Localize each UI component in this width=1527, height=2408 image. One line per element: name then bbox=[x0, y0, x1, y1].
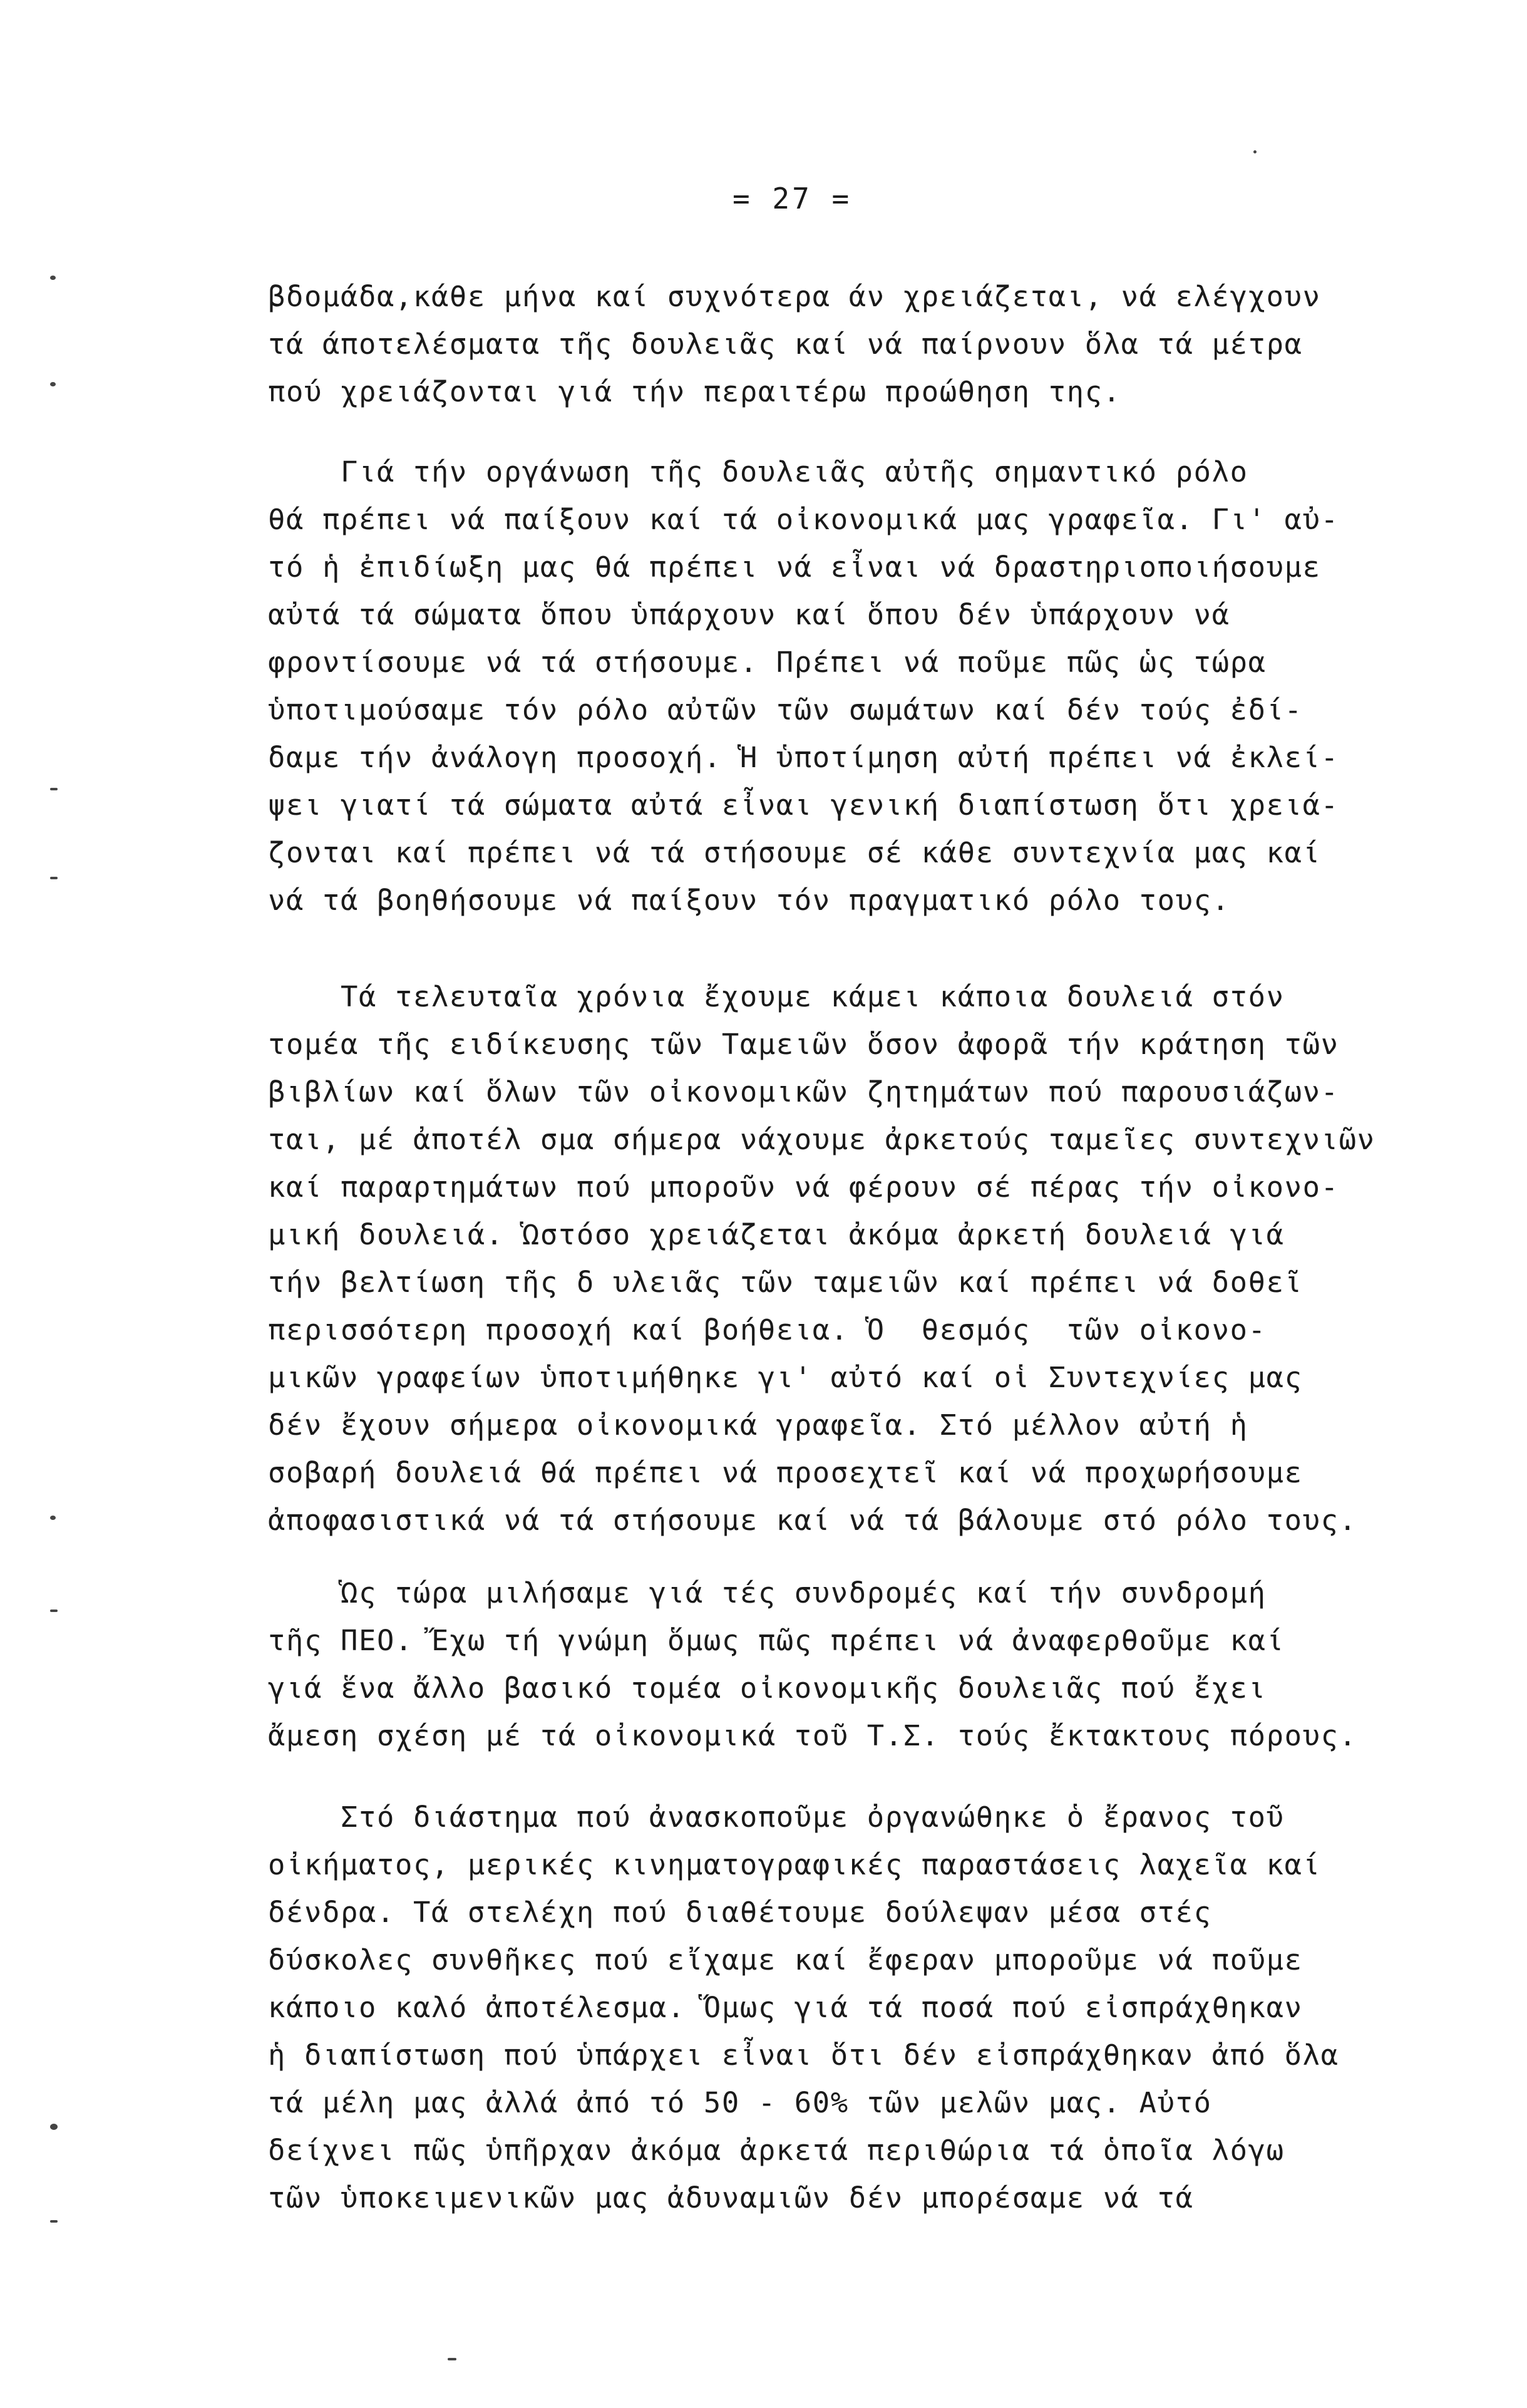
text-line: Στό διάστημα πού ἀνασκοποῦμε ὀργανώθηκε ὁ ἔρανος τοῦ bbox=[268, 1801, 1285, 1834]
text-line: δέν ἔχουν σήμερα οἰκονομικά γραφεῖα. Στό μέλλον αὐτή ἡ bbox=[268, 1408, 1248, 1442]
paragraph bbox=[268, 1794, 1339, 2222]
text-line: τήν βελτίωση τῆς δ υλειᾶς τῶν ταμειῶν καί πρέπει νά δοθεῖ bbox=[268, 1266, 1303, 1299]
text-line: ὑποτιμούσαμε τόν ρόλο αὐτῶν τῶν σωμάτων καί δέν τούς ἐδί- bbox=[268, 693, 1303, 726]
paragraph bbox=[268, 273, 1321, 416]
text-line: ἡ διαπίστωση πού ὑπάρχει εἶναι ὅτι δέν εἰσπράχθηκαν ἀπό ὅλα bbox=[268, 2039, 1339, 2072]
text-line: δαμε τήν ἀνάλογη προσοχή. Ἡ ὑποτίμηση αὐτή πρέπει νά ἐκλεί- bbox=[268, 741, 1339, 774]
scan-speck bbox=[50, 788, 58, 790]
text-line: Ὡς τώρα μιλήσαμε γιά τές συνδρομές καί τήν συνδρομή bbox=[268, 1576, 1267, 1610]
paragraph bbox=[268, 973, 1375, 1544]
text-line: τά μέλη μας ἀλλά ἀπό τό 50 - 60% τῶν μελῶν μας. Αὐτό bbox=[268, 2086, 1212, 2119]
text-line: γιά ἕνα ἄλλο βασικό τομέα οἰκονομικῆς δουλειᾶς πού ἔχει bbox=[268, 1672, 1267, 1705]
scan-speck bbox=[50, 1610, 58, 1612]
scan-speck bbox=[1253, 150, 1257, 153]
text-line: ψει γιατί τά σώματα αὐτά εἶναι γενική διαπίστωση ὅτι χρειά- bbox=[268, 788, 1339, 822]
scan-speck bbox=[50, 276, 56, 280]
text-line: νά τά βοηθήσουμε νά παίξουν τόν πραγματικό ρόλο τους. bbox=[268, 884, 1230, 917]
text-line: βδομάδα,κάθε μήνα καί συχνότερα άν χρειάζεται, νά ελέγχουν bbox=[268, 280, 1321, 313]
text-line: βιβλίων καί ὅλων τῶν οἰκονομικῶν ζητημάτων πού παρουσιάζων- bbox=[268, 1075, 1339, 1108]
text-line: δείχνει πῶς ὑπῆρχαν ἀκόμα ἀρκετά περιθώρια τά ὁποῖα λόγω bbox=[268, 2134, 1285, 2167]
text-line: δύσκολες συνθῆκες πού εἴχαμε καί ἔφεραν μποροῦμε νά ποῦμε bbox=[268, 1943, 1303, 1977]
text-line: Τά τελευταῖα χρόνια ἔχουμε κάμει κάποια δουλειά στόν bbox=[268, 980, 1285, 1013]
scan-speck bbox=[50, 1516, 56, 1520]
paragraph bbox=[268, 448, 1339, 924]
text-line: αὐτά τά σώματα ὅπου ὑπάρχουν καί ὅπου δέν ὑπάρχουν νά bbox=[268, 598, 1230, 631]
text-line: καί παραρτημάτων πού μποροῦν νά φέρουν σέ πέρας τήν οἰκονο- bbox=[268, 1170, 1339, 1204]
text-line: σοβαρή δουλειά θά πρέπει νά προσεχτεῖ καί νά προχωρήσουμε bbox=[268, 1456, 1303, 1489]
scan-speck bbox=[50, 877, 58, 879]
text-line: κάποιο καλό ἀποτέλεσμα. Ὅμως γιά τά ποσά πού εἰσπράχθηκαν bbox=[268, 1991, 1303, 2024]
text-line: ζονται καί πρέπει νά τά στήσουμε σέ κάθε συντεχνία μας καί bbox=[268, 836, 1321, 869]
text-line: ται, μέ ἀποτέλ σμα σήμερα νάχουμε ἀρκετούς ταμεῖες συντεχνιῶν bbox=[268, 1123, 1375, 1156]
text-line: πού χρειάζονται γιά τήν περαιτέρω προώθηση της. bbox=[268, 375, 1121, 408]
scan-speck bbox=[50, 382, 56, 386]
text-line: ἄμεση σχέση μέ τά οἰκονομικά τοῦ Τ.Σ. τούς ἔκτακτους πόρους. bbox=[268, 1719, 1357, 1752]
text-line: τά άποτελέσματα τῆς δουλειᾶς καί νά παίρνουν ὅλα τά μέτρα bbox=[268, 328, 1303, 361]
text-line: ἀποφασιστικά νά τά στήσουμε καί νά τά βάλουμε στό ρόλο τους. bbox=[268, 1504, 1357, 1537]
text-line: φροντίσουμε νά τά στήσουμε. Πρέπει νά ποῦμε πῶς ὡς τώρα bbox=[268, 646, 1267, 679]
text-line: τομέα τῆς ειδίκευσης τῶν Ταμειῶν ὅσον ἀφορᾶ τήν κράτηση τῶν bbox=[268, 1028, 1339, 1061]
scan-speck bbox=[50, 2220, 58, 2223]
text-line: περισσότερη προσοχή καί βοήθεια. Ὁ θεσμός τῶν οἰκονο- bbox=[268, 1313, 1267, 1346]
text-line: τῆς ΠΕΟ. Ἔχω τή γνώμη ὅμως πῶς πρέπει νά ἀναφερθοῦμε καί bbox=[268, 1624, 1285, 1657]
scan-speck bbox=[50, 2124, 58, 2130]
paragraph bbox=[268, 1569, 1357, 1760]
text-line: οἰκήματος, μερικές κινηματογραφικές παραστάσεις λαχεῖα καί bbox=[268, 1848, 1321, 1881]
text-line: τῶν ὑποκειμενικῶν μας ἀδυναμιῶν δέν μπορέσαμε νά τά bbox=[268, 2181, 1194, 2214]
text-line: τό ἡ ἐπιδίωξη μας θά πρέπει νά εἶναι νά δραστηριοποιήσουμε bbox=[268, 550, 1321, 584]
text-line: μικῶν γραφείων ὑποτιμήθηκε γι' αὐτό καί οἱ Συντεχνίες μας bbox=[268, 1361, 1303, 1394]
text-line: Γιά τήν οργάνωση τῆς δουλειᾶς αὐτῆς σημαντικό ρόλο bbox=[268, 455, 1248, 488]
page-number: = 27 = bbox=[733, 182, 852, 215]
text-line: μική δουλειά. Ὡστόσο χρειάζεται ἀκόμα ἀρκετή δουλειά γιά bbox=[268, 1218, 1285, 1251]
text-line: θά πρέπει νά παίξουν καί τά οἰκονομικά μας γραφεῖα. Γι' αὐ- bbox=[268, 503, 1339, 536]
text-line: δένδρα. Τά στελέχη πού διαθέτουμε δούλεψαν μέσα στές bbox=[268, 1896, 1212, 1929]
scan-speck bbox=[448, 2358, 456, 2360]
